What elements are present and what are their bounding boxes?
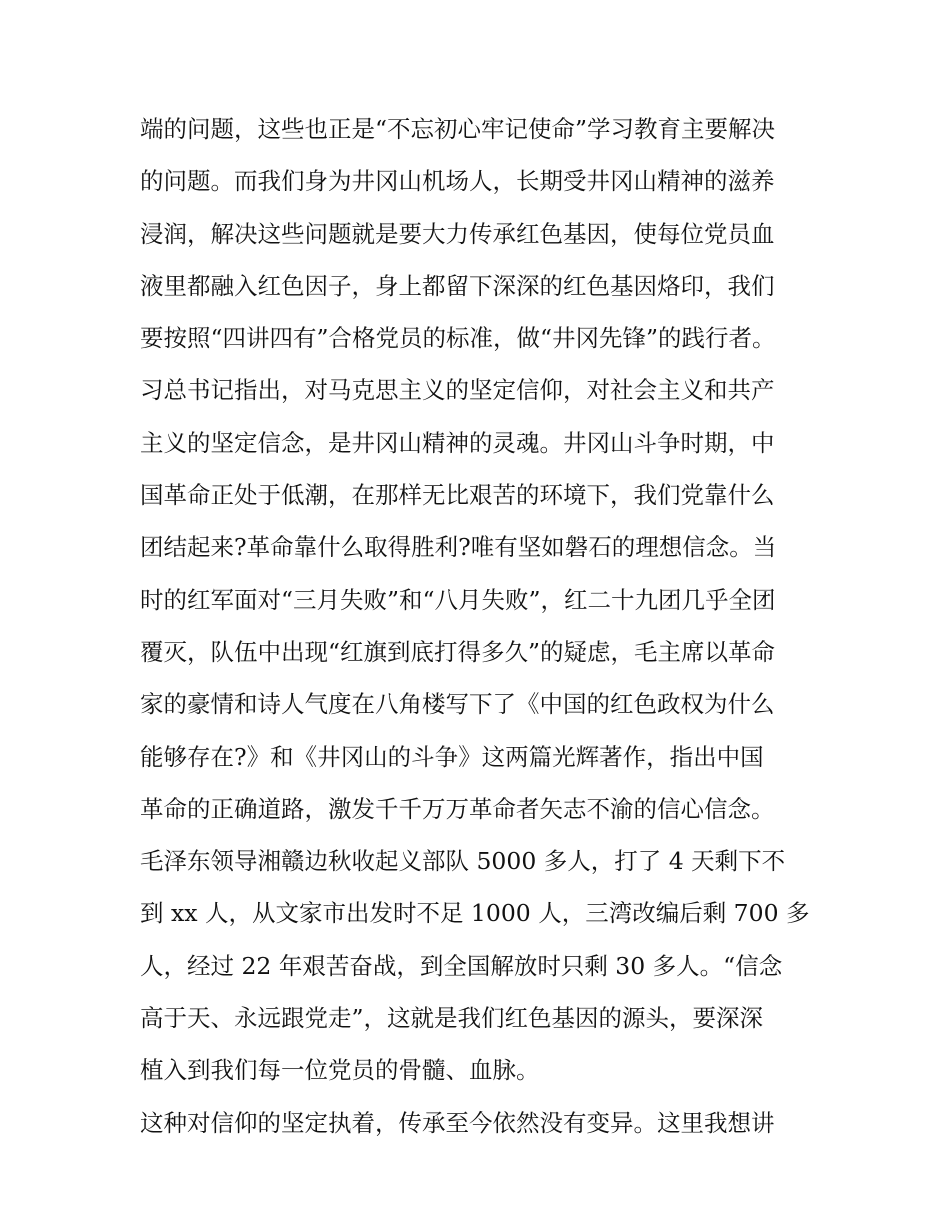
text-line: 到 xx 人，从文家市出发时不足 1000 人，三湾改编后剩 700 多 xyxy=(140,899,810,928)
text-line: 习总书记指出，对马克思主义的坚定信仰，对社会主义和共产 xyxy=(140,376,775,405)
text-line: 高于天、永远跟党走”，这就是我们红色基因的源头，要深深 xyxy=(140,1004,764,1033)
text-line: 国革命正处于低潮，在那样无比艰苦的环境下，我们党靠什么 xyxy=(140,481,775,510)
text-line: 浸润，解决这些问题就是要大力传承红色基因，使每位党员血 xyxy=(140,219,775,248)
text-line: 这种对信仰的坚定执着，传承至今依然没有变异。这里我想讲 xyxy=(140,1108,775,1137)
text-line: 革命的正确道路，激发千千万万革命者矢志不渝的信心信念。 xyxy=(140,794,775,823)
text-line: 液里都融入红色因子，身上都留下深深的红色基因烙印，我们 xyxy=(140,271,775,300)
text-line: 覆灭，队伍中出现“红旗到底打得多久”的疑虑，毛主席以革命 xyxy=(140,637,776,666)
text-line: 要按照“四讲四有”合格党员的标准，做“井冈先锋”的践行者。 xyxy=(140,324,776,353)
text-line: 植入到我们每一位党员的骨髓、血脉。 xyxy=(140,1056,540,1085)
text-line: 主义的坚定信念，是井冈山精神的灵魂。井冈山斗争时期，中 xyxy=(140,428,775,457)
text-line: 毛泽东领导湘赣边秋收起义部队 5000 多人，打了 4 天剩下不 xyxy=(140,847,786,876)
text-line: 团结起来?革命靠什么取得胜利?唯有坚如磐石的理想信念。当 xyxy=(140,533,777,562)
text-line: 时的红军面对“三月失败”和“八月失败”，红二十九团几乎全团 xyxy=(140,585,776,614)
text-line: 家的豪情和诗人气度在八角楼写下了《中国的红色政权为什么 xyxy=(140,690,775,719)
body-text xyxy=(140,103,820,1149)
text-line: 端的问题，这些也正是“不忘初心牢记使命”学习教育主要解决 xyxy=(140,115,776,143)
text-line: 能够存在?》和《井冈山的斗争》这两篇光辉著作，指出中国 xyxy=(140,742,764,771)
text-line: 的问题。而我们身为井冈山机场人，长期受井冈山精神的滋养 xyxy=(140,167,775,196)
text-line: 人，经过 22 年艰苦奋战，到全国解放时只剩 30 多人。“信念 xyxy=(140,951,783,980)
